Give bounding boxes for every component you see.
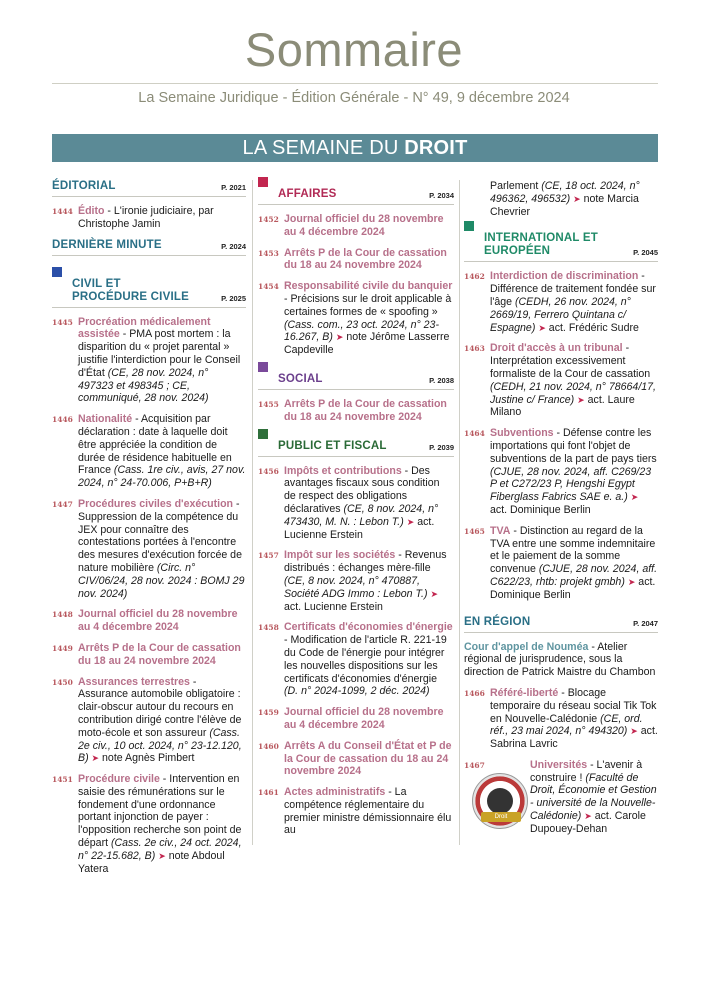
entry-heading: Journal officiel du 28 novembre au 4 décembre 2024 [284,706,444,731]
section-title: SOCIAL [278,372,323,385]
entry-number: 1447 [52,499,73,509]
section-square-icon [258,177,268,187]
entry-note: act. Sabrina Lavric [490,725,658,751]
entry-text: - Des avantages fiscaux sous condition de respect des obligations déclaratives [284,464,440,515]
entry-note: note Marcia Chevrier [490,192,639,218]
entry-note: act. Carole Dupouey-Dehan [530,810,646,835]
entry-heading: Référé-liberté [490,686,559,699]
section-derniere-minute [52,239,246,256]
section-square-icon [258,362,268,372]
entry-number: 1463 [464,344,485,354]
entry-number: 1451 [52,775,73,785]
logo-center [487,788,513,814]
section-title-line2: EUROPÉEN [484,245,551,258]
entry-note: act. Lucienne Erstein [284,600,383,613]
entry-reference: (Cass. 1re civ., avis, 27 nov. 2024, n° 24-70.006, P+B+R) [78,464,246,490]
entry-heading: Procédure civile [78,773,160,786]
entry-1455[interactable] [258,398,454,424]
entry-note: act. Frédéric Sudre [545,321,639,334]
entry-text: - Distinction au regard de la TVA entre une somme indemnitaire et le paiement de la somme convenue [490,524,656,576]
section-page: P. 2047 [633,618,658,628]
entry-1457[interactable] [258,549,454,613]
arrow-icon: ➤ [573,193,581,204]
entry-reference: (CE, 18 oct. 2024, n° 496362, 496532) [490,180,640,205]
banner-prefix: LA SEMAINE DU [242,137,405,159]
noumea-heading: Cour d'appel de Nouméa [464,640,589,653]
entry-heading: Procédures civiles d'exécution [78,497,234,510]
entry-1459[interactable] [258,706,454,732]
entry-1452[interactable] [258,213,454,239]
section-editorial [52,180,246,197]
section-international [464,232,658,262]
entry-1461-continued[interactable] [464,180,658,218]
entry-1461[interactable] [258,786,454,837]
title-rule [52,83,658,84]
entry-1460[interactable] [258,740,454,778]
entry-heading: Arrêts A du Conseil d'État et P de la Cour de cassation du 18 au 24 novembre 2024 [284,739,452,778]
entry-heading: Arrêts P de la Cour de cassation du 18 au 24 novembre 2024 [284,246,447,272]
section-banner [52,134,658,162]
entry-1458[interactable] [258,621,454,698]
entry-reference: (Cass. 2e civ., 10 oct. 2024, n° 23-12.120, B) [78,726,242,765]
entry-number: 1462 [464,272,485,282]
entry-heading: Actes administratifs [284,786,386,799]
entry-text: - Différence de traitement fondée sur l'âge [490,270,656,308]
arrow-icon: ➤ [335,332,344,343]
entry-1451[interactable] [52,773,246,875]
column-2 [258,180,454,845]
entry-number: 1457 [258,551,279,561]
entry-number: 1450 [52,677,73,687]
entry-reference: (CEDH, 21 nov. 2024, n° 78664/17, Justine c/ France) [490,380,656,406]
entry-1449[interactable] [52,642,246,668]
entry-heading: Journal officiel du 28 novembre au 4 décembre 2024 [78,608,238,634]
entry-number: 1453 [258,248,279,258]
section-title: DERNIÈRE MINUTE [52,238,162,251]
entry-1454[interactable] [258,280,454,357]
entry-1446[interactable] [52,413,246,490]
entry-text: - Acquisition par déclaration : date à laquelle doit être appréciée la condition de durée de résidence habituelle en France [78,413,232,477]
entry-text: - La compétence réglementaire du premier ministre démissionnaire élu au [284,786,452,837]
entry-1467-row [464,759,658,836]
entry-note: act. Laure Milano [490,393,635,419]
arrow-icon: ➤ [158,850,166,861]
section-title: ÉDITORIAL [52,180,116,192]
entry-1448[interactable] [52,608,246,634]
entry-text: - Suppression de la compétence du JEX pour connaître des contestations portées à l'encontre des mesures d'exécution forcée de nature mobilière [78,497,242,574]
arrow-icon: ➤ [584,811,592,822]
arrow-icon: ➤ [538,322,546,333]
entry-1465[interactable] [464,525,658,602]
entry-number: 1448 [52,610,73,620]
entry-number: 1449 [52,643,73,653]
entry-text: - Précisions sur le droit applicable à certaines formes de « spoofing » [284,292,452,318]
entry-heading: Journal officiel du 28 novembre au 4 décembre 2024 [284,213,444,238]
entry-number: 1461 [258,788,279,798]
page-title: Sommaire [244,23,464,76]
entry-heading: Universités [530,758,588,771]
entry-note: note Abdoul Yatera [78,849,225,875]
entry-note: note Jérôme Lasserre Capdeville [284,331,450,357]
entry-heading: Arrêts P de la Cour de cassation du 18 au 24 novembre 2024 [284,397,447,423]
section-title: AFFAIRES [278,188,337,200]
entry-text: - L'avenir à construire ! [530,758,643,784]
section-page: P. 2034 [429,191,454,200]
entry-note: act. Dominique Berlin [490,503,591,516]
section-square-icon [52,267,62,277]
entry-reference: (CJUE, 28 nov. 2024, aff. C622/23, rhtb: projekt gmbh) [490,563,658,588]
entry-number: 1455 [258,399,279,409]
arrow-icon: ➤ [577,394,585,405]
section-title-line2: PROCÉDURE CIVILE [72,290,189,303]
entry-reference: (Cass. com., 23 oct. 2024, n° 23-16.267, B) [284,318,439,344]
column-1 [52,180,246,883]
arrow-icon: ➤ [630,492,639,503]
entry-1450[interactable] [52,676,246,766]
column-divider-2 [459,180,460,845]
section-title: EN RÉGION [464,615,531,628]
arrow-icon: ➤ [91,753,100,764]
entry-text: - Blocage temporaire du réseau social Tik Tok en Nouvelle-Calédonie [490,686,657,725]
entry-note: note Agnès Pimbert [99,752,195,765]
section-page: P. 2038 [429,375,454,385]
entry-reference: (CE, 8 nov. 2024, n° 473430, M. N. : Lebon T.) [284,502,439,528]
entry-text: - Revenus distribués : échanges mère-fille [284,549,447,575]
entry-text: - Interprétation excessivement formaliste de la Cour de cassation [490,342,651,380]
entry-text: - Modification de l'article R. 221-19 du Code de l'énergie pour intégrer les nouvelles dispositions sur les certificats d'économies d'énergie [284,634,447,685]
entry-number: 1460 [258,741,279,751]
arrow-icon: ➤ [627,576,636,587]
entry-note: act. Lucienne Erstein [284,515,435,541]
university-logo-icon [472,773,528,829]
section-page: P. 2025 [221,293,246,303]
entry-1445[interactable] [52,316,246,406]
section-title-line1: INTERNATIONAL ET [484,232,598,245]
entry-text: - Défense contre les importations qui font l'objet de subventions de la part de pays tiers [490,427,657,465]
entry-reference: (CE, 28 nov. 2024, n° 497323 et 498345 ; CE, communiqué, 28 nov. 2024) [78,366,209,405]
entry-number: 1444 [52,207,73,216]
banner-strong: DROIT [404,137,468,159]
arrow-icon: ➤ [430,588,438,599]
entry-heading: Certificats d'économies d'énergie [284,621,453,634]
logo-caption: Droit [481,812,521,822]
entry-number: 1459 [258,708,279,718]
entry-1467[interactable] [464,759,658,836]
entry-reference: (D. n° 2024-1099, 2 déc. 2024) [284,685,430,698]
section-page: P. 2039 [429,442,454,452]
entry-number: 1466 [464,688,485,698]
section-en-region [464,616,658,633]
entry-number: 1465 [464,526,485,536]
entry-heading: Droit d'accès à un tribunal [490,342,623,355]
entry-number: 1467 [464,760,485,770]
entry-1462[interactable] [464,270,658,334]
entry-heading: Assurances terrestres [78,675,190,688]
entry-number: 1445 [52,317,73,327]
entry-reference: (CJUE, 28 nov. 2024, aff. C269/23 P et C272/23 P, Hengshi Egypt Fiberglass Fabrics SAE e. a.) [490,465,652,504]
entry-number: 1464 [464,429,485,439]
entry-text: - PMA post mortem : la disparition du « projet parental » justifie l'interdiction pour le Conseil d'État [78,328,241,379]
entry-1467-body [490,759,658,836]
entry-number: 1458 [258,623,279,633]
section-page: P. 2045 [633,248,658,258]
entry-1463[interactable] [464,342,658,419]
entry-reference: (CE, 8 nov. 2024, n° 470887, Société ADG Immo : Lebon T.) [284,574,428,600]
entry-reference: (Circ. n° CIV/06/24, 28 nov. 2024 : BOMJ 29 nov. 2024) [78,561,245,600]
section-page: P. 2024 [221,241,246,251]
section-square-icon [464,221,474,231]
entry-heading: Édito [78,205,105,217]
entry-heading: Nationalité [78,413,133,426]
entry-1464[interactable] [464,427,658,517]
entry-text: - Intervention en saisie des rémunérations sur le fondement d'une ordonnance portant injonction de payer : l'opposition recherche son point de départ [78,773,242,850]
section-page: P. 2021 [221,183,246,192]
page-subtitle: La Semaine Juridique - Édition Générale - N° 49, 9 décembre 2024 [138,90,570,106]
entry-reference: (Cass. 2e civ., 24 oct. 2024, n° 22-15.682, B) [78,837,242,862]
arrow-icon: ➤ [406,516,415,527]
noumea-director: Patrick Maistre du Chambon [521,666,656,679]
entry-reference: (CE, ord. réf., 23 mai 2024, n° 494320) [490,712,643,738]
entry-heading: Arrêts P de la Cour de cassation du 18 au 24 novembre 2024 [78,641,241,667]
noumea-intro [464,641,658,679]
entry-1453[interactable] [258,247,454,273]
entry-1444[interactable] [52,205,246,231]
entry-reference: (CEDH, 26 nov. 2024, n° 2669/19, Ferrero Quintana c/ Espagne) [490,295,631,334]
section-public-fiscal [258,440,454,457]
arrow-icon: ➤ [630,726,638,737]
entry-heading: Procréation médicalement assistée [78,315,211,341]
section-title-line1: CIVIL ET [72,277,121,290]
entry-heading: TVA [490,524,511,537]
entry-heading: Interdiction de discrimination [490,270,639,283]
entry-text: - L'ironie judiciaire, par Christophe Jamin [78,205,214,230]
entry-reference: (Faculté de Droit, Économie et Gestion - université de la Nouvelle-Calédonie) [530,771,657,823]
section-square-icon [258,429,268,439]
entry-text: Parlement [490,180,542,192]
entry-number: 1446 [52,415,73,425]
entry-number: 1454 [258,282,279,292]
entry-1466[interactable] [464,687,658,751]
entry-heading: Subventions [490,427,554,440]
entry-1456[interactable] [258,465,454,542]
entry-number: 1452 [258,215,279,224]
noumea-text: - Atelier régional de jurisprudence, sous la direction de [464,640,628,679]
entry-heading: Responsabilité civile du banquier [284,280,453,293]
entry-heading: Impôts et contributions [284,464,402,477]
section-affaires [258,188,454,205]
section-social [258,373,454,390]
entry-1447[interactable] [52,498,246,600]
entry-heading: Impôt sur les sociétés [284,549,396,562]
entry-note: act. Dominique Berlin [490,575,656,601]
entry-text: - Assurance automobile obligatoire : clair-obscur autour du recours en contribution dirigé contre l'élève de moto-école et son assureur [78,675,242,739]
column-divider-1 [252,180,253,845]
section-civil [52,278,246,308]
section-title: PUBLIC ET FISCAL [278,439,387,452]
entry-number: 1456 [258,466,279,476]
column-3 [464,180,658,844]
